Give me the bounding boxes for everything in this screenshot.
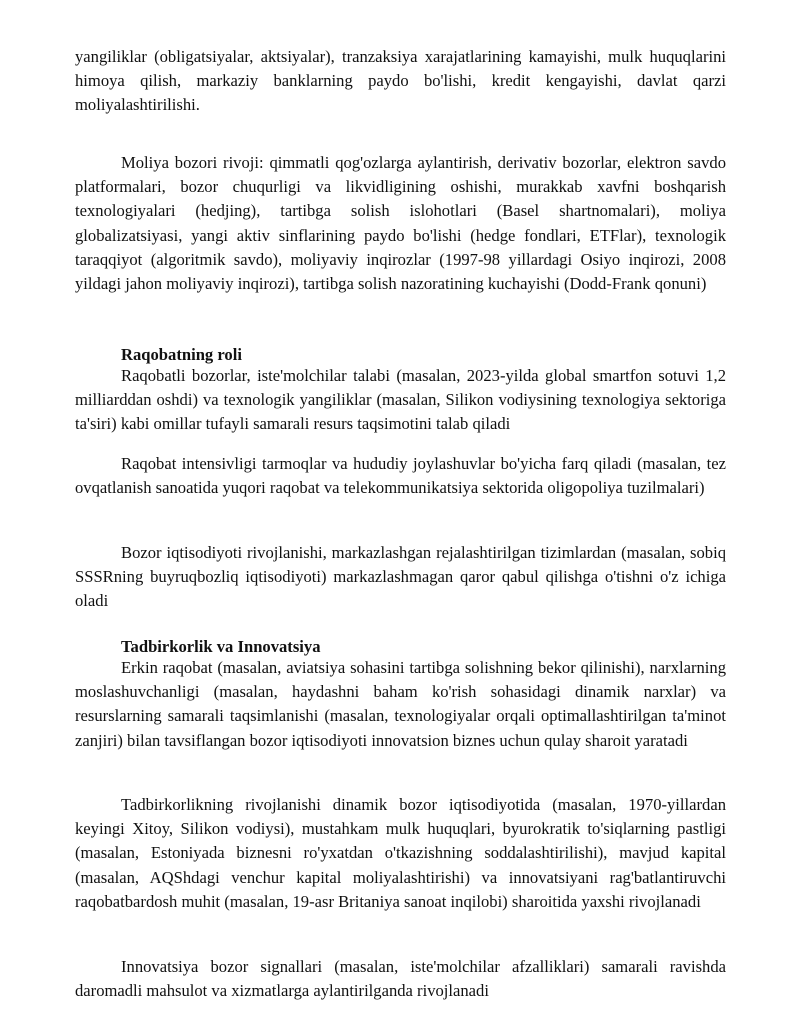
paragraph-text: Bozor iqtisodiyoti rivojlanishi, markazlashgan rejalashtirilgan tizimlardan (masalan, sobiq SSSRning buyruqbozliq iqtisodiyoti) markazlashmagan qaror qabul qilishga o'tishni o'z ichiga oladi bbox=[75, 543, 726, 611]
competition-paragraph-2 bbox=[75, 452, 726, 500]
paragraph-text: Raqobat intensivligi tarmoqlar va hududiy joylashuvlar bo'yicha farq qiladi (masalan, tez ovqatlanish sanoatida yuqori raqobat va telekommunikatsiya sektorida oligopoliya tuzilmalari) bbox=[75, 454, 726, 498]
entrepreneurship-paragraph-1 bbox=[75, 656, 726, 753]
paragraph-text: Innovatsiya bozor signallari (masalan, iste'molchilar afzalliklari) samarali ravishda daromadli mahsulot va xizmatlarga aylantirilganda rivojlanadi bbox=[75, 957, 726, 1001]
intro-paragraph bbox=[75, 45, 726, 118]
competition-paragraph-1 bbox=[75, 364, 726, 437]
paragraph-text: yangiliklar (obligatsiyalar, aktsiyalar), tranzaksiya xarajatlarining kamayishi, mulk huquqlarini himoya qilish, markaziy banklarning paydo bo'lishi, kredit kengayishi, davlat qarzi moliyalashtirilishi. bbox=[75, 47, 726, 115]
market-paragraph bbox=[75, 151, 726, 296]
competition-paragraph-3 bbox=[75, 541, 726, 614]
paragraph-text: Moliya bozori rivoji: qimmatli qog'ozlarga aylantirish, derivativ bozorlar, elektron savdo platformalari, bozor chuqurligi va likvidligining oshishi, murakkab xavfni boshqarish texnologiyalari (hedjing), tartibga solish islohotlari (Basel shartnomalari), moliya globalizatsiyasi, yangi aktiv sinflarining paydo bo'lishi (hedge fondlari, ETFlar), texnologik taraqqiyot (algoritmik savdo), moliyaviy inqirozlar (1997-98 yillardagi Osiyo inqirozi, 2008 yildagi jahon moliyaviy inqirozi), tartibga solish nazoratining kuchayishi (Dodd-Frank qonuni) bbox=[75, 153, 726, 294]
section-heading-competition: Raqobatning roli bbox=[121, 345, 242, 364]
entrepreneurship-paragraph-2 bbox=[75, 793, 726, 914]
paragraph-text: Tadbirkorlikning rivojlanishi dinamik bozor iqtisodiyotida (masalan, 1970-yillardan keyingi Xitoy, Silikon vodiysi), mustahkam mulk huquqlari, byurokratik to'siqlarning pastligi (masalan, Estoniyada biznesni ro'yxatdan o'tkazishning soddalashtirilishi), mavjud kapital (masalan, AQShdagi venchur kapital moliyalashtirishi) va innovatsiyani rag'batlantiruvchi raqobatbardosh muhit (masalan, 19-asr Britaniya sanoat inqilobi) sharoitida yaxshi rivojlanadi bbox=[75, 795, 726, 911]
paragraph-text: Raqobatli bozorlar, iste'molchilar talabi (masalan, 2023-yilda global smartfon sotuvi 1,2 milliarddan oshdi) va texnologik yangiliklar (masalan, Silikon vodiysining texnologiya sektoriga ta'siri) kabi omillar tufayli samarali resurs taqsimotini talab qiladi bbox=[75, 366, 726, 434]
entrepreneurship-paragraph-3 bbox=[75, 955, 726, 1003]
section-heading-entrepreneurship: Tadbirkorlik va Innovatsiya bbox=[121, 637, 321, 656]
paragraph-text: Erkin raqobat (masalan, aviatsiya sohasini tartibga solishning bekor qilinishi), narxlarning moslashuvchanligi (masalan, haydashni baham ko'rish sohasidagi dinamik narxlar) va resurslarning samarali taqsimlanishi (masalan, texnologiyalar orqali optimallashtirilgan ta'minot zanjiri) bilan tavsiflangan bozor iqtisodiyoti innovatsion biznes uchun qulay sharoit yaratadi bbox=[75, 658, 726, 750]
